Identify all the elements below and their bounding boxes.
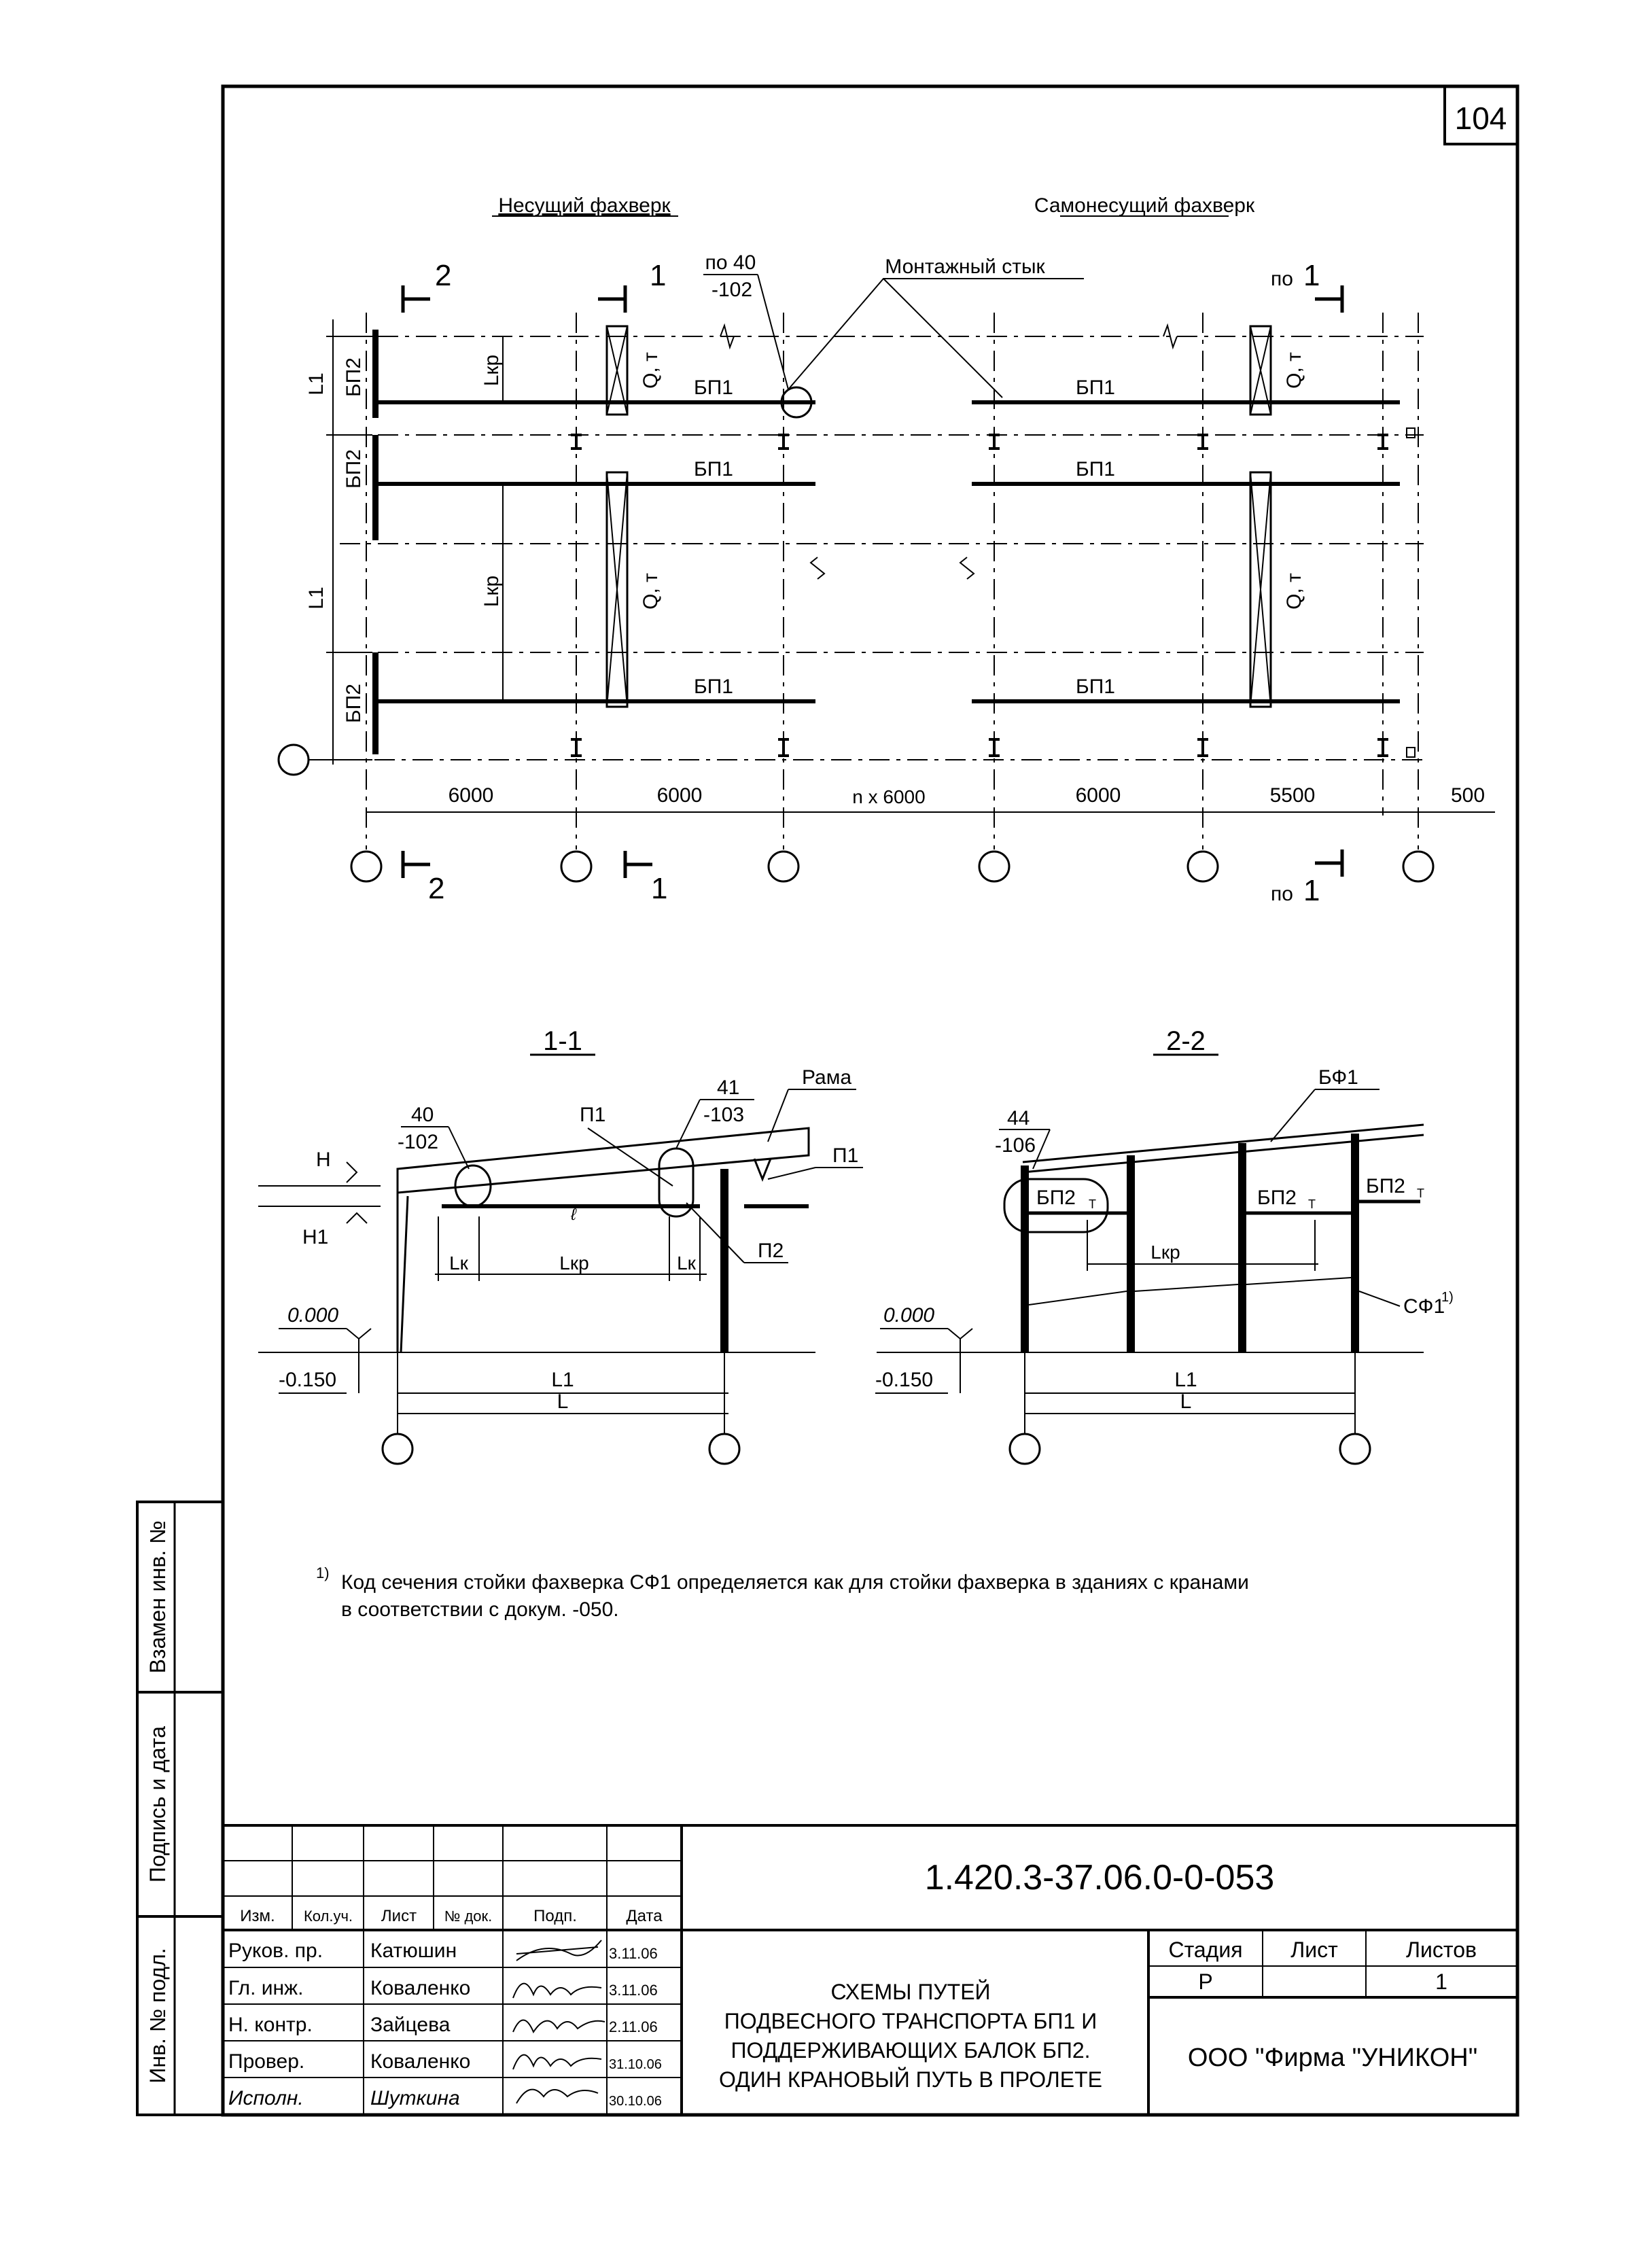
section22-L: L <box>1180 1390 1192 1413</box>
section22-level0: 0.000 <box>883 1304 935 1327</box>
qt-left-top: Q, т <box>639 352 662 389</box>
p1-label-b: П1 <box>832 1144 859 1167</box>
section11-level150: -0.150 <box>279 1369 337 1391</box>
ref41: 41 <box>717 1076 740 1099</box>
ref-102: -102 <box>711 279 753 301</box>
title-line-1: СХЕМЫ ПУТЕЙ <box>830 1980 991 2004</box>
signer-role-5: Исполн. <box>228 2087 304 2109</box>
signer-name-1: Катюшин <box>370 1940 457 1962</box>
footnote-line2: в соответствии с докум. -050. <box>341 1598 619 1621</box>
axis-bubbles <box>279 745 1433 881</box>
t-b: T <box>1308 1197 1316 1211</box>
bp2-s22-c: БП2 <box>1366 1175 1405 1197</box>
dim-500: 500 <box>1450 784 1486 807</box>
plan-titles <box>492 194 1255 217</box>
sheet-frame <box>223 86 1517 2115</box>
bp2-beams <box>372 330 379 754</box>
qt-left-bottom: Q, т <box>639 573 662 610</box>
section-1-1-title: 1-1 <box>543 1026 582 1056</box>
section-2-2-title: 2-2 <box>1166 1026 1206 1056</box>
signer-name-5: Шуткина <box>370 2087 460 2109</box>
bp1-rails <box>372 402 1400 701</box>
dim-5500: 5500 <box>1269 784 1316 807</box>
bp2-label-1: БП2 <box>342 357 365 397</box>
p1-label-a: П1 <box>580 1104 606 1126</box>
section22-level150: -0.150 <box>875 1369 934 1391</box>
hdr-doc: № док. <box>444 1908 493 1925</box>
ref-po40: по 40 <box>705 251 756 274</box>
section22-L1: L1 <box>1174 1369 1197 1391</box>
signer-date-3: 2.11.06 <box>609 2018 658 2035</box>
signer-name-4: Коваленко <box>370 2050 471 2073</box>
title-line-2: ПОДВЕСНОГО ТРАНСПОРТА БП1 И <box>724 2009 1097 2033</box>
dim-6000-2: 6000 <box>656 784 703 807</box>
po-top: по <box>1271 268 1293 290</box>
signer-role-4: Провер. <box>228 2050 305 2073</box>
stamp-zamen: Взамен инв. № <box>145 1520 170 1674</box>
page-number: 104 <box>1454 101 1507 136</box>
l-mark: ℓ <box>571 1206 576 1224</box>
section11-L1: L1 <box>551 1369 574 1391</box>
plan-dimension-line <box>366 784 1495 812</box>
ref-103: -103 <box>703 1104 745 1126</box>
lkr-s22: Lкр <box>1150 1242 1180 1263</box>
lkr-bottom: Lкр <box>480 575 503 608</box>
bf1-label: БФ1 <box>1318 1066 1358 1089</box>
section-2-2 <box>875 1026 1454 1464</box>
sf1-sup: 1) <box>1441 1290 1454 1305</box>
dim-L1-top: L1 <box>305 372 328 396</box>
bp2-label-2: БП2 <box>342 449 365 489</box>
qt-right-top: Q, т <box>1283 352 1305 389</box>
section-1-1 <box>258 1026 863 1464</box>
bp1-label-3: БП1 <box>694 676 733 698</box>
t-c: T <box>1417 1187 1424 1200</box>
bp1-label-6: БП1 <box>1076 676 1115 698</box>
section11-H: H <box>316 1149 331 1171</box>
rama-label: Рама <box>802 1066 852 1089</box>
signer-date-2: 3.11.06 <box>609 1982 658 1999</box>
stage-value: Р <box>1198 1969 1213 1994</box>
cut-markers <box>403 259 1342 907</box>
section11-level0: 0.000 <box>287 1304 339 1327</box>
lk-right: Lк <box>677 1252 696 1274</box>
bp1-label-1: БП1 <box>694 376 733 399</box>
left-dimensions <box>305 319 503 765</box>
sheet-label: Лист <box>1290 1938 1338 1962</box>
sheets-label: Листов <box>1406 1938 1477 1962</box>
hdr-list: Лист <box>381 1907 417 1925</box>
dim-6000-3: 6000 <box>1075 784 1121 807</box>
stamp-inv: Инв. № подл. <box>145 1948 170 2084</box>
sheets-value: 1 <box>1435 1969 1447 1994</box>
section11-L: L <box>557 1390 569 1413</box>
title-block <box>223 1825 1517 2115</box>
p2-label: П2 <box>758 1240 784 1262</box>
plan-view <box>279 251 1495 907</box>
signer-name-2: Коваленко <box>370 1977 471 1999</box>
footnote-line1: Код сечения стойки фахверка СФ1 определяется как для стойки фахверка в зданиях с кранами <box>341 1571 1249 1594</box>
cut1-bottom: 1 <box>651 872 668 905</box>
hdr-data: Дата <box>626 1907 663 1925</box>
stamp-podpis: Подпись и дата <box>145 1725 170 1883</box>
signers <box>228 1940 662 2109</box>
po-bottom: по <box>1271 883 1293 905</box>
bp2-s22-b: БП2 <box>1257 1187 1297 1209</box>
signature-scribbles <box>513 1940 605 2103</box>
t-a: T <box>1089 1197 1096 1211</box>
dim-n6000: n x 6000 <box>852 786 926 807</box>
doc-code: 1.420.3-37.06.0-0-053 <box>924 1858 1275 1897</box>
signer-role-2: Гл. инж. <box>228 1977 304 1999</box>
bp1-label-5: БП1 <box>1076 458 1115 480</box>
signer-date-4: 31.10.06 <box>609 2057 662 2072</box>
hdr-izm: Изм. <box>240 1907 275 1925</box>
stage-label: Стадия <box>1168 1938 1243 1962</box>
cut2-top: 2 <box>435 259 452 292</box>
po-cut1-bottom: 1 <box>1303 874 1320 907</box>
signer-date-1: 3.11.06 <box>609 1945 658 1962</box>
lk-left: Lк <box>449 1252 468 1274</box>
lkr-s11: Lкр <box>559 1252 589 1274</box>
lkr-top: Lкр <box>480 354 503 387</box>
ref44: 44 <box>1007 1107 1030 1129</box>
signer-name-3: Зайцева <box>370 2014 451 2036</box>
ref-102-s: -102 <box>398 1131 439 1153</box>
bp2-label-3: БП2 <box>342 684 365 723</box>
dim-6000-1: 6000 <box>448 784 494 807</box>
section11-H1: H1 <box>302 1226 329 1248</box>
title-block-headers <box>240 1907 663 1925</box>
ref-106: -106 <box>995 1134 1036 1157</box>
cut2-bottom: 2 <box>428 872 445 905</box>
po-cut1-top: 1 <box>1303 259 1320 292</box>
qt-right-bottom: Q, т <box>1283 573 1305 610</box>
title-self-supporting: Самонесущий фахверк <box>1034 194 1255 217</box>
dim-L1-bottom: L1 <box>305 586 328 610</box>
bp1-label-2: БП1 <box>694 458 733 480</box>
signer-role-1: Руков. пр. <box>228 1940 323 1962</box>
title-line-4: ОДИН КРАНОВЫЙ ПУТЬ В ПРОЛЕТЕ <box>718 2067 1103 2092</box>
company-name: ООО "Фирма "УНИКОН" <box>1187 2044 1478 2072</box>
sf1-label: СФ1 <box>1403 1295 1445 1318</box>
bp1-label-4: БП1 <box>1076 376 1115 399</box>
cut1-top: 1 <box>650 259 667 292</box>
hdr-podp: Подп. <box>533 1907 577 1925</box>
bp2-s22-a: БП2 <box>1036 1187 1076 1209</box>
mounting-joint-label: Монтажный стык <box>885 256 1045 278</box>
footnote <box>316 1564 1249 1621</box>
title-load-bearing: Несущий фахверк <box>498 194 671 217</box>
hdr-kol: Кол.уч. <box>303 1908 353 1925</box>
side-stamps <box>137 1502 223 2115</box>
signer-role-3: Н. контр. <box>228 2014 313 2036</box>
title-line-3: ПОДДЕРЖИВАЮЩИХ БАЛОК БП2. <box>731 2038 1091 2063</box>
signer-date-5: 30.10.06 <box>609 2094 662 2109</box>
footnote-mark: 1) <box>316 1564 330 1581</box>
ref40: 40 <box>411 1104 434 1126</box>
